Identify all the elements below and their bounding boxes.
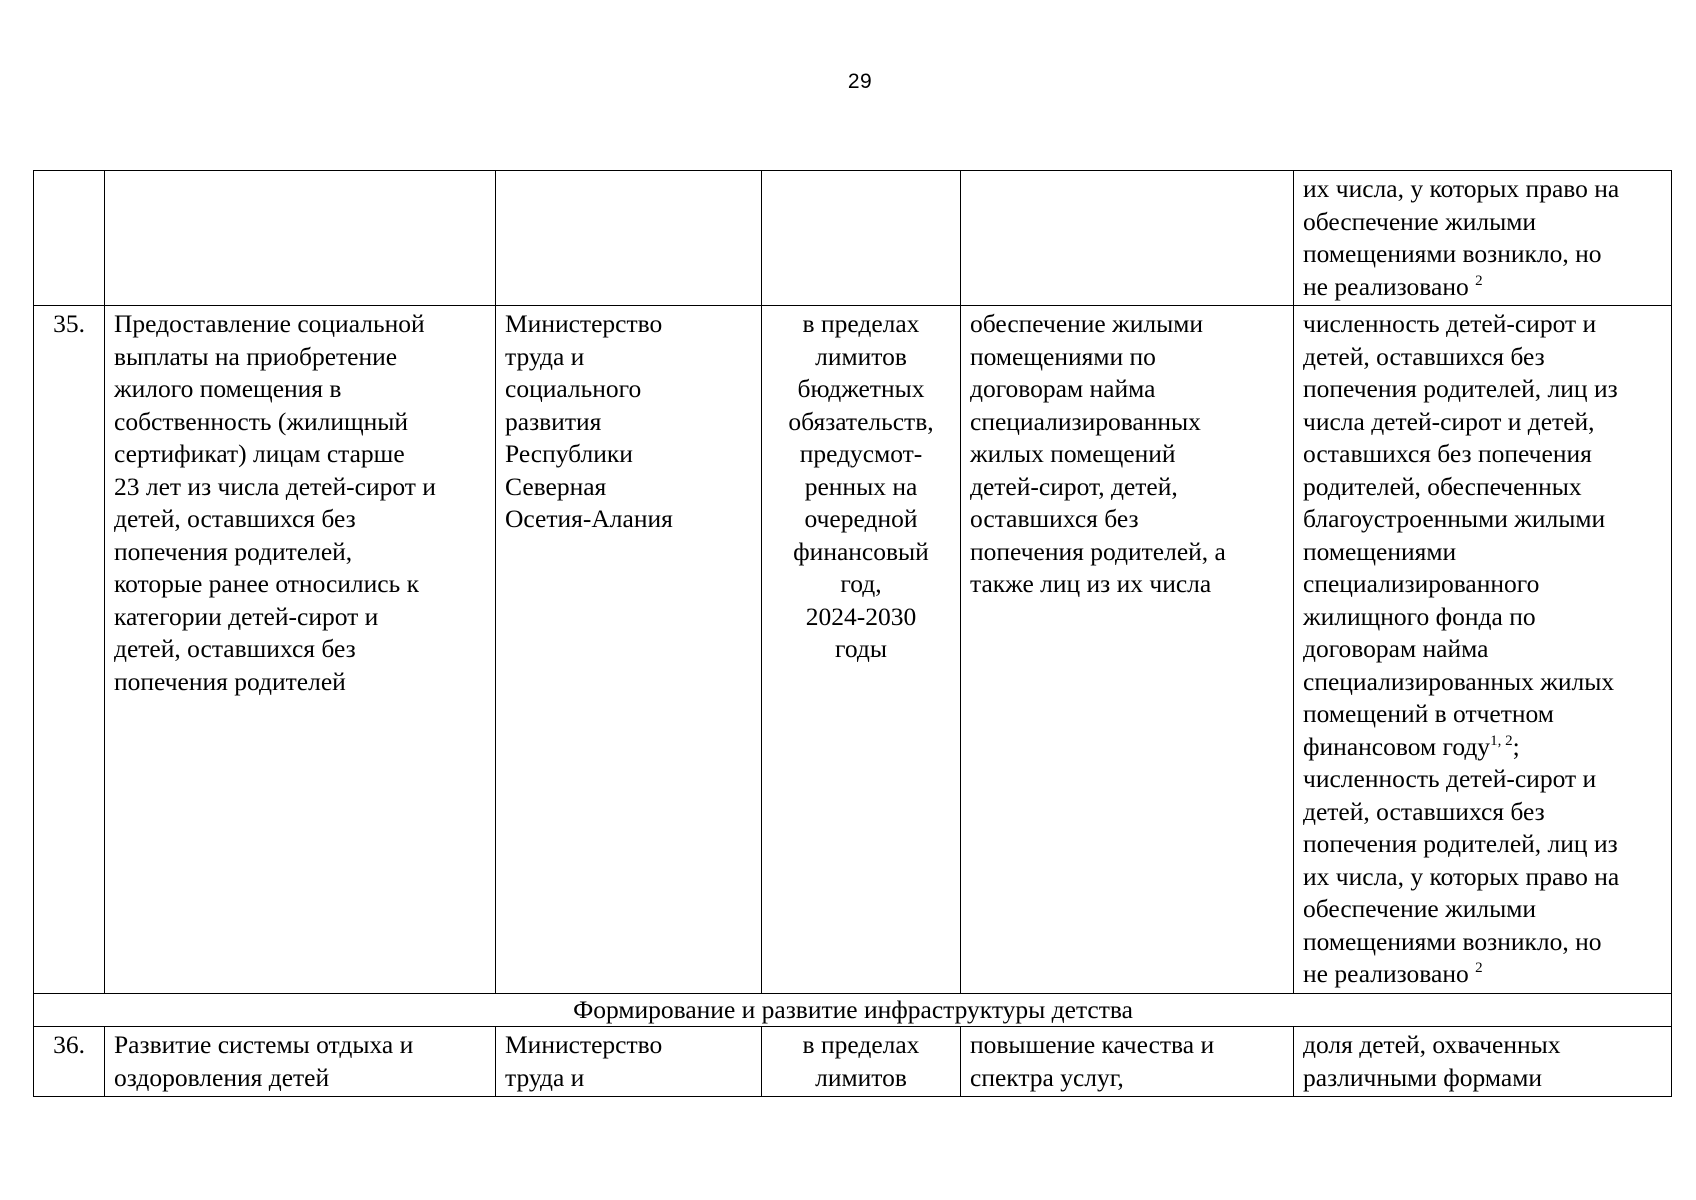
cell-result: обеспечение жилыми помещениями по договорам найма специализированных жилых помещений детей-сирот, детей, оставшихся без попечения родителей, а также лиц из их числа bbox=[961, 306, 1294, 994]
cell-result bbox=[961, 171, 1294, 306]
cell-executor: Министерство труда и социального развития Республики Северная Осетия-Алания bbox=[496, 306, 762, 994]
cell-result: повышение качества и спектра услуг, bbox=[961, 1027, 1294, 1097]
cell-period: в пределах лимитов бюджетных обязательств, предусмот- ренных на очередной финансовый год, 2024-2030 годы bbox=[762, 306, 961, 994]
page-number: 29 bbox=[847, 70, 873, 93]
cell-executor bbox=[496, 171, 762, 306]
footnote-ref: 2 bbox=[1475, 272, 1483, 289]
table-row-35 bbox=[34, 306, 1672, 994]
measures-table bbox=[33, 170, 1672, 1097]
footnote-ref: 2 bbox=[1475, 960, 1483, 976]
indicator-text-part1: численность детей-сирот и детей, оставшихся без попечения родителей, лиц из числа детей-сирот и детей, оставшихся без попечения родителей, обеспеченных благоустроенными жилыми помещениями специализированного жилищного фонда по договорам найма специализированных жилых помещений в отчетном финансовом году bbox=[1303, 309, 1618, 761]
indicator-text-part2: ; численность детей-сирот и детей, оставшихся без попечения родителей, лиц из их числа, у которых право на обеспечение жилыми помещениями возникло, но не реализовано bbox=[1303, 731, 1620, 988]
cell-indicator bbox=[1294, 171, 1672, 306]
cell-event bbox=[105, 171, 496, 306]
indicator-text: их числа, у которых право на обеспечение жилыми помещениями возникло, но не реализовано bbox=[1303, 174, 1620, 301]
cell-num bbox=[34, 171, 105, 306]
section-heading: Формирование и развитие инфраструктуры детства bbox=[34, 993, 1672, 1027]
cell-period bbox=[762, 171, 961, 306]
cell-period: в пределах лимитов bbox=[762, 1027, 961, 1097]
table-row-continuation bbox=[34, 171, 1672, 306]
cell-num: 36. bbox=[34, 1027, 105, 1097]
footnote-ref: 1, 2 bbox=[1490, 732, 1513, 749]
cell-event: Развитие системы отдыха и оздоровления детей bbox=[105, 1027, 496, 1097]
cell-event: Предоставление социальной выплаты на приобретение жилого помещения в собственность (жилищный сертификат) лицам старше 23 лет из числа детей-сирот и детей, оставшихся без попечения родителей, которые ранее относились к категории детей-сирот и детей, оставшихся без попечения родителей bbox=[105, 306, 496, 994]
cell-indicator: доля детей, охваченных различными формами bbox=[1294, 1027, 1672, 1097]
section-heading-row bbox=[34, 993, 1672, 1027]
table-row-36 bbox=[34, 1027, 1672, 1097]
cell-indicator bbox=[1294, 306, 1672, 994]
cell-executor: Министерство труда и bbox=[496, 1027, 762, 1097]
cell-num: 35. bbox=[34, 306, 105, 994]
